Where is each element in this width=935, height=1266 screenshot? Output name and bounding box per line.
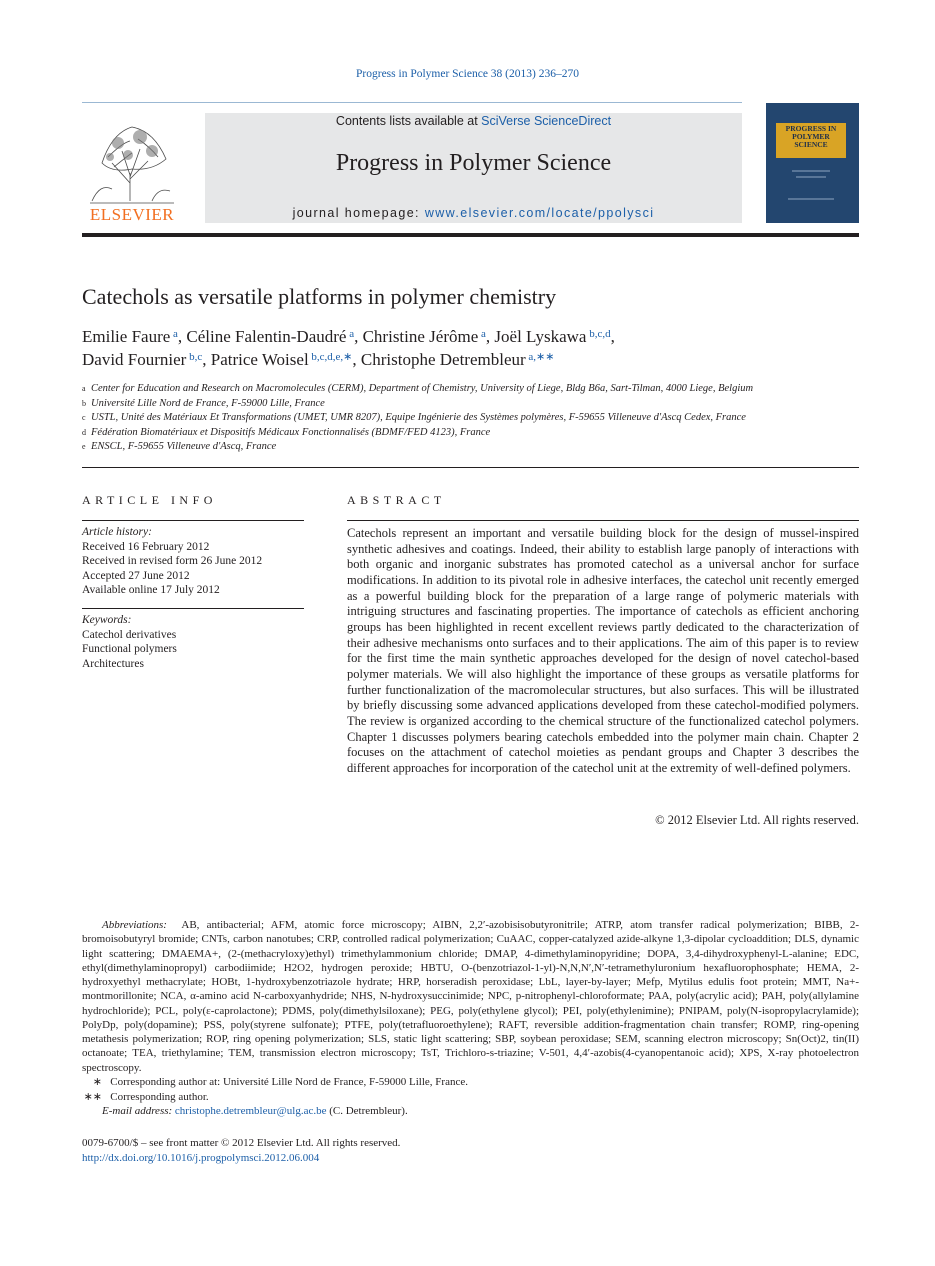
abbreviations-footnote [82,918,859,1075]
email-suffix: (C. Detrembleur). [326,1105,408,1117]
contents-line [205,114,742,128]
author-name: Joël Lyskawa [494,327,587,346]
journal-title: Progress in Polymer Science [335,150,612,176]
corr1-mark: ∗ [92,1076,102,1088]
elsevier-logo [82,113,182,225]
author-name: Christophe Detrembleur [360,350,526,369]
corresponding-author-notes [82,1075,859,1119]
author-name: Christine Jérôme [362,327,479,346]
author-separator: , [610,327,615,346]
affiliation-label: a [82,384,86,393]
journal-cover-image [766,103,859,223]
homepage-link[interactable]: www.elsevier.com/locate/ppolysci [424,206,655,220]
author-name: Céline Falentin-Daudré [186,327,347,346]
abstract-heading: ABSTRACT [347,493,446,507]
author-affiliation-marks[interactable]: a [346,328,355,340]
journal-reference-link[interactable]: Progress in Polymer Science 38 (2013) 236–270 [356,68,579,80]
author-separator: , [354,327,363,346]
header-top-rule [82,102,742,103]
affiliation-text: USTL, Unité des Matériaux Et Transformations (UMET, UMR 8207), Equipe Ingénierie des Systèmes polymères, F-59655 Villeneuve d'Ascq Cedex, France [91,412,746,423]
copyright-notice: © 2012 Elsevier Ltd. All rights reserved. [655,813,859,827]
abbreviations-label: Abbreviations: [102,919,167,931]
doi-link[interactable]: http://dx.doi.org/10.1016/j.progpolymsci.2012.06.004 [82,1151,320,1164]
affiliation-text: ENSCL, F-59655 Villeneuve d'Ascq, France [91,441,277,452]
publisher-wordmark: ELSEVIER [89,205,175,224]
keywords-rule [82,608,304,609]
author-separator: , [177,327,187,346]
authors-line-2 [82,348,859,371]
article-info-heading: ARTICLE INFO [82,493,217,507]
affiliation-text: Center for Education and Research on Macromolecules (CERM), Department of Chemistry, University of Liege, Bldg B6a, Sart-Tilman, 4000 Liege, Belgium [91,383,754,394]
affiliation-item [82,397,859,412]
homepage-line [205,206,742,220]
keyword: Functional polymers [82,643,177,655]
author-separator: , [352,350,361,369]
affiliation-label: d [82,427,86,437]
affiliation-item [82,382,859,397]
author-affiliation-marks[interactable]: a [478,328,486,340]
homepage-prefix: journal homepage: [292,206,425,220]
author-name: David Fournier [82,350,187,369]
section-rule [82,467,859,468]
history-item: Accepted 27 June 2012 [82,569,190,582]
author-name: Emilie Faure [82,327,171,346]
author-list [82,325,859,371]
affiliation-text: Fédération Biomatériaux et Dispositifs Médicaux Fonctionnalisés (BDMF/FED 4123), France [91,426,491,438]
history-item: Received 16 February 2012 [82,540,210,553]
email-link[interactable]: christophe.detrembleur@ulg.ac.be [174,1105,327,1117]
corr1-text: Corresponding author at: Université Lille Nord de France, F-59000 Lille, France. [110,1076,468,1088]
affiliation-label: e [82,442,86,451]
author-affiliation-marks[interactable]: b,c,d [586,328,611,340]
front-matter [82,1136,859,1165]
author-separator: , [202,350,211,369]
corr2-text: Corresponding author. [110,1090,209,1103]
abstract-text: Catechols represent an important and versatile building block for the design of mussel-inspired synthetic adhesives and coatings. Indeed, their ability to establish large panoply of interactions with both organic and inorganic substrates has promoted catechol as a universal anchor for surface modifications. In addition to its pivotal role in adhesive interfaces, the catechol unit recently emerged as a powerful building block for the preparation of a large range of polymeric materials with intriguing structures and fascinating properties. The importance of catechols as efficient anchoring groups has been highlighted in recent excellent reviews partly dedicated to the characterization of their adhesive mechanisms onto surfaces and to their applications. The aim of this paper is to review for the first time the main synthetic approaches developed for the design of novel catechol-based polymer materials. We will also highlight the importance of these groups as versatile platforms for further functionalization of the macromolecular structures, but also surfaces. This will be illustrated by briefly discussing some advanced applications developed from these catechol-modified polymers. The review is organized according to the chemical structure of the functionalized catechol polymers. Chapter 1 discusses polymers bearing catechols embedded into the polymer main chain. Chapter 2 focuses on the attachment of catechol moieties as pendant groups and Chapter 3 describes the different approaches for incorporation of the catechol unit at the extremity of well-defined polymers. [347,526,859,775]
email-label: E-mail address: [102,1105,175,1117]
article-title: Catechols as versatile platforms in polymer chemistry [82,284,557,309]
keyword: Architectures [82,657,144,670]
corr2-mark: ∗∗ [83,1090,102,1103]
affiliation-item [82,440,859,455]
history-item: Available online 17 July 2012 [82,584,220,596]
keyword: Catechol derivatives [82,628,177,641]
keywords-block [82,613,304,671]
author-affiliation-marks[interactable]: b,c,d,e,∗ [308,351,353,363]
abstract-rule [347,520,859,521]
cover-title: PROGRESS IN POLYMER SCIENCE [785,124,837,149]
author-affiliation-marks[interactable]: a [170,328,178,340]
sciencedirect-link[interactable]: SciVerse ScienceDirect [481,114,612,128]
affiliation-label: c [82,413,86,422]
author-separator: , [485,327,495,346]
affiliation-item [82,411,859,426]
author-affiliation-marks[interactable]: a,∗∗ [525,351,555,363]
issn-line: 0079-6700/$ – see front matter © 2012 Elsevier Ltd. All rights reserved. [82,1137,401,1149]
affiliation-text: Université Lille Nord de France, F-59000 Lille, France [91,397,325,409]
keywords-label: Keywords: [82,614,132,626]
author-name: Patrice Woisel [210,350,309,369]
article-info-rule [82,520,304,521]
history-label: Article history: [82,526,152,538]
affiliations [82,382,859,455]
contents-prefix: Contents lists available at [335,114,482,128]
affiliation-label: b [82,398,86,408]
article-history [82,525,304,598]
cover-text-lines [778,165,844,205]
authors-line-1 [82,325,859,348]
history-item: Received in revised form 26 June 2012 [82,555,263,567]
author-affiliation-marks[interactable]: b,c [186,351,203,363]
header-bottom-rule [82,233,859,237]
affiliation-item [82,426,859,441]
abbreviations-text: AB, antibacterial; AFM, atomic force microscopy; AIBN, 2,2′-azobisisobutyronitrile; ATRP, atom transfer radical polymerization; BIBB, 2-bromoisobutyryl bromide; CNTs, carbon nanotubes; CRP, controlled radical polymerization; CuAAC, copper-catalyzed azide-alkyne 1,3-dipolar cycloaddition; DLS, dynamic light scattering; DMAEMA+, (2-(methacryloxy)ethyl) trimethylammonium chloride; DMAP, 4-dimethylaminopyridine; DOPA, 3,4-dihydroxyphenyl-L-alanine; EDC, ethyl(dimethylaminopropyl) carbodiimide; H2O2, hydrogen peroxide; HBTU, O-(benzotriazol-1-yl)-N,N,N′,N′-tetramethyluronium hexafluorophosphate; HEMA, 2-hydroxyethyl methacrylate; HOBt, 1-hydroxybenzotriazole hydrate; HRP, horseradish peroxidase; LbL, layer-by-layer; Mefp, Mytilus edulis foot protein; MMT, Na+-montmorillonite; NCA, α-amino acid N-carboxyanhydride; NHS, N-hydroxysuccinimide; NPC, p-nitrophenyl-chloroformate; PAA, poly(acrylic acid); PAH, poly(allylamine hydrochloride); PCL, poly(ε-caprolactone); PDMS, poly(dimethylsiloxane); PEG, poly(ethylene glycol); PEI, poly(ethylenimine); PNIPAM, poly(N-isopropylacrylamide); PolyDp, poly(dopamine); PSS, poly(styrene sulfonate); PTFE, poly(tetrafluoroethylene); RAFT, reversible addition-fragmentation chain transfer; ROMP, ring-opening metathesis polymerization; ROP, ring opening polymerization; SLS, static light scattering; SBP, soybean peroxidase; SEM, scanning electron microscopy; Sn(Oct)2, tin(II) octanoate; TEA, triethylamine; TEM, transmission electron microscopy; TsT, Trichloro-s-triazine; V-501, 4,4′-azobis(4-cyanopentanoic acid); XPS, X-ray photoelectron spectroscopy. [82,919,860,1074]
